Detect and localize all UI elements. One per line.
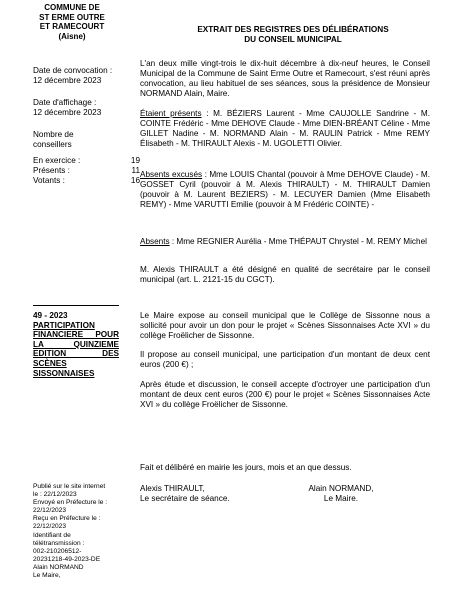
publication-line: Identifiant de xyxy=(33,531,71,539)
commune-line: ST ERME OUTRE xyxy=(39,12,105,22)
count-value: 11 xyxy=(131,166,140,175)
absents-paragraph xyxy=(140,237,430,247)
deliberation-title-line: SCÈNES xyxy=(33,358,67,368)
count-label: Votants : xyxy=(33,176,65,185)
count-row xyxy=(33,156,140,166)
publication-stamp xyxy=(33,483,128,580)
intro-text: L'an deux mille vingt-trois le dix-huit décembre à dix-neuf heures, le Conseil Municipal de la Commune de Saint Erme Outre et Ramecourt, s'est réuni après convocation, au lieu habituel de ses séances, sous la présidence de Monsieur NORMAND Alain, Maire. xyxy=(140,59,430,99)
fait-text: Fait et délibéré en mairie les jours, mois et an que dessus. xyxy=(140,463,352,472)
affichage-date: 12 décembre 2023 xyxy=(33,108,102,117)
mayor-signature xyxy=(302,484,380,504)
publication-line: 22/12/2023 xyxy=(33,507,67,515)
convocation-block xyxy=(33,66,112,86)
deliberation-paragraph xyxy=(140,311,430,341)
count-value: 19 xyxy=(130,156,140,165)
deliberation-title-line: SISSONNAISES xyxy=(33,368,95,378)
deliberation-paragraph xyxy=(140,350,430,370)
secretary-signature xyxy=(140,484,230,504)
count-label: Présents : xyxy=(33,166,70,175)
publication-line: télétransmission : xyxy=(33,539,85,547)
absents-text: : Mme REGNIER Aurélia - Mme THÉPAUT Chrystel - M. REMY Michel xyxy=(169,237,427,246)
convocation-label: Date de convocation : xyxy=(33,66,113,75)
conseillers-line: conseillers xyxy=(33,140,72,149)
deliberation-text: Après étude et discussion, le conseil accepte d'octroyer une participation d'un montant de deux cent euros (200 €) pour le projet « Scènes Sissonnaises Acte XVI » du collège Froëlicher de Sissonne. xyxy=(140,380,430,410)
publication-line: 22/12/2023 xyxy=(33,523,67,531)
convocation-date: 12 décembre 2023 xyxy=(33,76,102,85)
deliberation-title-line: LA QUINZIEME xyxy=(33,339,119,349)
conseillers-line: Nombre de xyxy=(33,130,74,139)
publication-line: Alain NORMAND xyxy=(33,563,84,571)
count-value: 16 xyxy=(130,176,140,185)
presents-text: : M. BÉZIERS Laurent - Mme CAUJOLLE Sandrine - M. COINTE Frédéric - Mme DEHOVE Claude - Mme DIEN-BRÉANT Céline - Mme GILLET Nadine - M. NORMAND Alain - M. RAULIN Patrick - Mme REMY Élisabeth - M. THIRAULT Alexis - M. UGOLETTI Olivier. xyxy=(140,109,430,149)
count-label: En exercice : xyxy=(33,156,81,165)
mayor-role: Le Maire. xyxy=(323,494,359,503)
conseillers-block xyxy=(33,130,74,150)
title-line: DU CONSEIL MUNICIPAL xyxy=(244,35,342,44)
deliberation-title xyxy=(33,311,119,378)
publication-line: 002-210206512- xyxy=(33,547,82,555)
excuses-paragraph xyxy=(140,170,430,210)
deliberation-text: Il propose au conseil municipal, une participation d'un montant de deux cent euros (200 €) ; xyxy=(140,350,430,370)
presents-paragraph xyxy=(140,109,430,149)
publication-line: Envoyé en Préfecture le : xyxy=(33,499,108,507)
section-divider xyxy=(33,305,119,306)
secretaire-text: M. Alexis THIRAULT a été désigné en qualité de secrétaire par le conseil municipal (art. L. 2121-15 du CGCT). xyxy=(140,265,430,285)
publication-line: le : 22/12/2023 xyxy=(33,491,77,499)
absents-label: Absents xyxy=(140,237,170,246)
deliberation-number: 49 - 2023 xyxy=(33,311,68,320)
secretary-name: Alexis THIRAULT, xyxy=(140,484,205,493)
mayor-name: Alain NORMAND, xyxy=(308,484,374,493)
publication-line: 20231218-49-2023-DE xyxy=(33,555,101,563)
publication-line: Publié sur le site internet xyxy=(33,483,106,490)
excuses-text: : Mme LOUIS Chantal (pouvoir à Mme DEHOVE Claude) - M. GOSSET Cyril (pouvoir à M. Alexis THIRAULT) - M. THIRAULT Damien (pouvoir à M. Laurent BEZIERS) - M. LECUYER Damien (Mme Elisabeth REMY) - Mme VARUTTI Emilie (pouvoir à M Frédéric COINTE) - xyxy=(140,170,430,210)
publication-line: Le Maire, xyxy=(33,572,61,580)
document-title xyxy=(158,25,428,45)
deliberation-title-line: FINANCIERE POUR xyxy=(33,330,119,340)
deliberation-text: Le Maire expose au conseil municipal que le Collège de Sissonne nous a sollicité pour avoir un don pour le projet « Scènes Sissonnaises Acte XVI » du collège Froëlicher de Sissonne. xyxy=(140,311,430,341)
secretary-role: Le secrétaire de séance. xyxy=(140,494,230,503)
deliberation-title-line: EDITION DES xyxy=(33,349,119,359)
excuses-label: Absents excusés xyxy=(140,170,203,179)
deliberation-paragraph xyxy=(140,380,430,410)
affichage-label: Date d'affichage : xyxy=(33,98,97,107)
counts-block xyxy=(33,156,140,186)
intro-paragraph xyxy=(140,59,430,99)
deliberation-title-line: PARTICIPATION xyxy=(33,320,95,330)
commune-header xyxy=(22,3,122,41)
secretaire-paragraph xyxy=(140,265,430,285)
commune-line: COMMUNE DE xyxy=(44,3,100,12)
presents-label: Étaient présents xyxy=(140,109,202,118)
count-row xyxy=(33,176,140,186)
commune-line: ET RAMECOURT xyxy=(39,22,105,31)
commune-line: (Aisne) xyxy=(58,31,86,41)
affichage-block xyxy=(33,98,101,118)
publication-line: Reçu en Préfecture le : xyxy=(33,515,101,523)
title-line: EXTRAIT DES REGISTRES DES DÉLIBÉRATIONS xyxy=(197,25,389,34)
count-row xyxy=(33,166,140,176)
